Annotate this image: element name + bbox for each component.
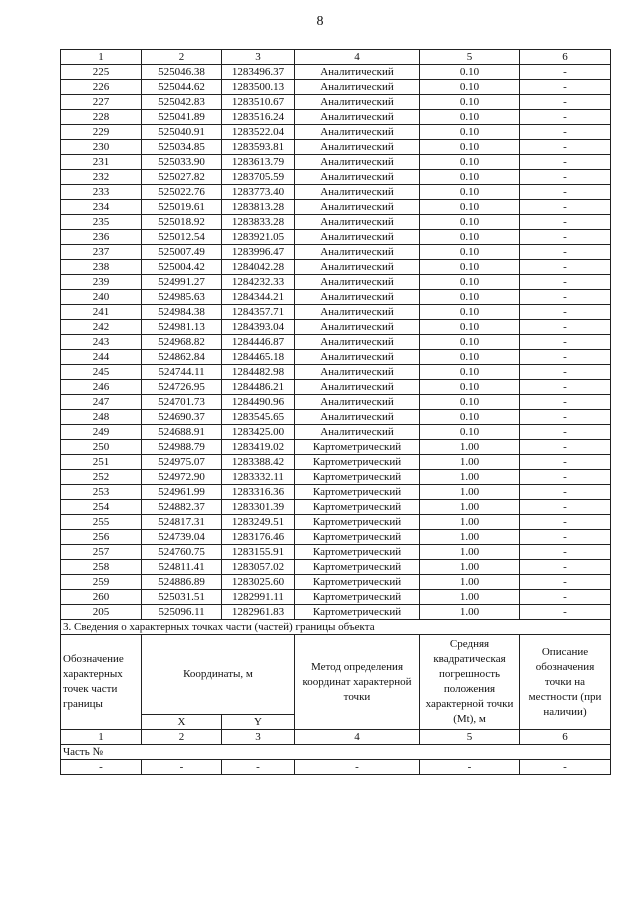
coord-y: 1283833.28: [222, 215, 295, 230]
point-number: 249: [61, 425, 142, 440]
coord-y: 1284486.21: [222, 380, 295, 395]
coord-x: 524984.38: [142, 305, 222, 320]
table-row: [61, 410, 611, 425]
point-number: 236: [61, 230, 142, 245]
accuracy: 1.00: [420, 455, 520, 470]
description: -: [520, 515, 611, 530]
coord-x: 524961.99: [142, 485, 222, 500]
point-number: 227: [61, 95, 142, 110]
coord-x: 524690.37: [142, 410, 222, 425]
method: Аналитический: [295, 395, 420, 410]
description: -: [520, 320, 611, 335]
description: -: [520, 185, 611, 200]
description: -: [520, 455, 611, 470]
description: -: [520, 170, 611, 185]
header-y: Y: [222, 715, 295, 730]
accuracy: 0.10: [420, 425, 520, 440]
method: Картометрический: [295, 485, 420, 500]
column-number: 1: [61, 50, 142, 65]
table-row: [61, 200, 611, 215]
description: -: [520, 155, 611, 170]
coord-x: 524968.82: [142, 335, 222, 350]
method: Аналитический: [295, 245, 420, 260]
accuracy: 0.10: [420, 380, 520, 395]
accuracy: 1.00: [420, 485, 520, 500]
point-number: 229: [61, 125, 142, 140]
description: -: [520, 290, 611, 305]
point-number: 250: [61, 440, 142, 455]
coord-x: 525042.83: [142, 95, 222, 110]
column-number: 4: [295, 730, 420, 745]
coord-x: 524701.73: [142, 395, 222, 410]
accuracy: 0.10: [420, 365, 520, 380]
accuracy: 0.10: [420, 185, 520, 200]
point-number: 233: [61, 185, 142, 200]
accuracy: 0.10: [420, 335, 520, 350]
method: Картометрический: [295, 545, 420, 560]
table-row: [61, 110, 611, 125]
table-row: [61, 185, 611, 200]
coord-x: 525033.90: [142, 155, 222, 170]
table-row: [61, 365, 611, 380]
empty-cell: -: [295, 760, 420, 775]
coord-y: 1284482.98: [222, 365, 295, 380]
coord-x: 524688.91: [142, 425, 222, 440]
point-number: 244: [61, 350, 142, 365]
description: -: [520, 470, 611, 485]
method: Аналитический: [295, 230, 420, 245]
coord-x: 525031.51: [142, 590, 222, 605]
accuracy: 1.00: [420, 545, 520, 560]
coord-x: 525027.82: [142, 170, 222, 185]
accuracy: 1.00: [420, 575, 520, 590]
method: Аналитический: [295, 65, 420, 80]
point-number: 226: [61, 80, 142, 95]
header-method: Метод определения координат характерной точки: [295, 635, 420, 730]
coord-y: 1283516.24: [222, 110, 295, 125]
table-row: [61, 545, 611, 560]
coord-y: 1283155.91: [222, 545, 295, 560]
table-row: [61, 125, 611, 140]
accuracy: 0.10: [420, 350, 520, 365]
description: -: [520, 560, 611, 575]
accuracy: 0.10: [420, 410, 520, 425]
coord-x: 524817.31: [142, 515, 222, 530]
table-row: [61, 260, 611, 275]
description: -: [520, 335, 611, 350]
section-3-title-row: [61, 620, 611, 635]
description: -: [520, 80, 611, 95]
column-number: 5: [420, 50, 520, 65]
coord-x: 524739.04: [142, 530, 222, 545]
accuracy: 1.00: [420, 530, 520, 545]
point-number: 239: [61, 275, 142, 290]
coord-x: 524985.63: [142, 290, 222, 305]
coord-y: 1284042.28: [222, 260, 295, 275]
method: Аналитический: [295, 185, 420, 200]
description: -: [520, 425, 611, 440]
point-number: 232: [61, 170, 142, 185]
table-row: [61, 560, 611, 575]
accuracy: 1.00: [420, 500, 520, 515]
method: Аналитический: [295, 335, 420, 350]
description: -: [520, 605, 611, 620]
table-row: [61, 140, 611, 155]
table-row: [61, 215, 611, 230]
method: Аналитический: [295, 170, 420, 185]
description: -: [520, 305, 611, 320]
empty-cell: -: [142, 760, 222, 775]
point-number: 251: [61, 455, 142, 470]
header-points: Обозначение характерных точек части границы: [61, 635, 142, 730]
accuracy: 0.10: [420, 140, 520, 155]
point-number: 255: [61, 515, 142, 530]
point-number: 246: [61, 380, 142, 395]
accuracy: 0.10: [420, 200, 520, 215]
point-number: 260: [61, 590, 142, 605]
column-number: 3: [222, 730, 295, 745]
header-x: X: [142, 715, 222, 730]
coord-y: 1284465.18: [222, 350, 295, 365]
method: Картометрический: [295, 500, 420, 515]
point-number: 257: [61, 545, 142, 560]
point-number: 241: [61, 305, 142, 320]
page-number: 8: [316, 14, 324, 29]
column-number: 2: [142, 730, 222, 745]
coord-y: 1283388.42: [222, 455, 295, 470]
method: Аналитический: [295, 290, 420, 305]
coord-x: 524882.37: [142, 500, 222, 515]
method: Картометрический: [295, 560, 420, 575]
coord-y: 1283249.51: [222, 515, 295, 530]
point-number: 248: [61, 410, 142, 425]
coord-y: 1283425.00: [222, 425, 295, 440]
coord-x: 524972.90: [142, 470, 222, 485]
method: Картометрический: [295, 470, 420, 485]
coord-y: 1283176.46: [222, 530, 295, 545]
description: -: [520, 545, 611, 560]
column-number: 6: [520, 730, 611, 745]
method: Аналитический: [295, 320, 420, 335]
description: -: [520, 575, 611, 590]
table-row: [61, 80, 611, 95]
coord-y: 1283500.13: [222, 80, 295, 95]
description: -: [520, 530, 611, 545]
accuracy: 0.10: [420, 245, 520, 260]
method: Аналитический: [295, 200, 420, 215]
coord-y: 1283996.47: [222, 245, 295, 260]
empty-cell: -: [520, 760, 611, 775]
method: Картометрический: [295, 455, 420, 470]
method: Аналитический: [295, 215, 420, 230]
column-number: 4: [295, 50, 420, 65]
coord-x: 524744.11: [142, 365, 222, 380]
table-row: [61, 230, 611, 245]
description: -: [520, 440, 611, 455]
coord-x: 525012.54: [142, 230, 222, 245]
accuracy: 1.00: [420, 470, 520, 485]
coord-y: 1282991.11: [222, 590, 295, 605]
point-number: 247: [61, 395, 142, 410]
point-number: 256: [61, 530, 142, 545]
empty-row: [61, 760, 611, 775]
accuracy: 0.10: [420, 110, 520, 125]
column-number: 3: [222, 50, 295, 65]
coord-x: 524726.95: [142, 380, 222, 395]
coord-y: 1283301.39: [222, 500, 295, 515]
method: Аналитический: [295, 425, 420, 440]
description: -: [520, 110, 611, 125]
description: -: [520, 140, 611, 155]
table-row: [61, 515, 611, 530]
method: Картометрический: [295, 530, 420, 545]
accuracy: 1.00: [420, 605, 520, 620]
table-row: [61, 335, 611, 350]
point-number: 245: [61, 365, 142, 380]
accuracy: 1.00: [420, 590, 520, 605]
description: -: [520, 275, 611, 290]
coord-y: 1283593.81: [222, 140, 295, 155]
section-3-column-number-row: [61, 730, 611, 745]
part-number-row: [61, 745, 611, 760]
coord-x: 524862.84: [142, 350, 222, 365]
method: Картометрический: [295, 605, 420, 620]
point-number: 205: [61, 605, 142, 620]
table-row: [61, 350, 611, 365]
point-number: 242: [61, 320, 142, 335]
accuracy: 1.00: [420, 515, 520, 530]
method: Картометрический: [295, 515, 420, 530]
table-row: [61, 95, 611, 110]
description: -: [520, 245, 611, 260]
description: -: [520, 65, 611, 80]
coord-y: 1283921.05: [222, 230, 295, 245]
table-row: [61, 65, 611, 80]
coord-x: 524988.79: [142, 440, 222, 455]
coord-x: 525018.92: [142, 215, 222, 230]
table-row: [61, 305, 611, 320]
coord-y: 1283332.11: [222, 470, 295, 485]
point-number: 252: [61, 470, 142, 485]
coord-y: 1283705.59: [222, 170, 295, 185]
coord-x: 524760.75: [142, 545, 222, 560]
coord-x: 525019.61: [142, 200, 222, 215]
point-number: 240: [61, 290, 142, 305]
point-number: 243: [61, 335, 142, 350]
point-number: 231: [61, 155, 142, 170]
accuracy: 0.10: [420, 395, 520, 410]
point-number: 254: [61, 500, 142, 515]
method: Картометрический: [295, 440, 420, 455]
table-row: [61, 290, 611, 305]
description: -: [520, 230, 611, 245]
coord-y: 1283510.67: [222, 95, 295, 110]
accuracy: 0.10: [420, 155, 520, 170]
coord-x: 525096.11: [142, 605, 222, 620]
accuracy: 0.10: [420, 80, 520, 95]
coord-y: 1283773.40: [222, 185, 295, 200]
coord-y: 1284232.33: [222, 275, 295, 290]
coord-x: 525004.42: [142, 260, 222, 275]
description: -: [520, 260, 611, 275]
coord-x: 524811.41: [142, 560, 222, 575]
method: Аналитический: [295, 155, 420, 170]
point-number: 253: [61, 485, 142, 500]
coord-y: 1283522.04: [222, 125, 295, 140]
accuracy: 0.10: [420, 65, 520, 80]
accuracy: 0.10: [420, 170, 520, 185]
accuracy: 0.10: [420, 95, 520, 110]
description: -: [520, 485, 611, 500]
point-number: 259: [61, 575, 142, 590]
coord-x: 525034.85: [142, 140, 222, 155]
coord-y: 1282961.83: [222, 605, 295, 620]
coord-y: 1283316.36: [222, 485, 295, 500]
coord-y: 1284393.04: [222, 320, 295, 335]
method: Аналитический: [295, 140, 420, 155]
description: -: [520, 500, 611, 515]
accuracy: 0.10: [420, 320, 520, 335]
description: -: [520, 365, 611, 380]
table-row: [61, 485, 611, 500]
table-row: [61, 470, 611, 485]
accuracy: 0.10: [420, 275, 520, 290]
table-row: [61, 575, 611, 590]
coord-y: 1284344.21: [222, 290, 295, 305]
table-row: [61, 320, 611, 335]
method: Аналитический: [295, 350, 420, 365]
coord-y: 1283545.65: [222, 410, 295, 425]
coord-y: 1284490.96: [222, 395, 295, 410]
empty-cell: -: [222, 760, 295, 775]
coord-x: 524886.89: [142, 575, 222, 590]
point-number: 235: [61, 215, 142, 230]
column-number-row: [61, 50, 611, 65]
header-accuracy: Средняя квадратическая погрешность положения характерной точки (Mt), м: [420, 635, 520, 730]
point-number: 230: [61, 140, 142, 155]
table-row: [61, 395, 611, 410]
coord-y: 1284357.71: [222, 305, 295, 320]
column-number: 5: [420, 730, 520, 745]
method: Аналитический: [295, 275, 420, 290]
boundary-points-table: [60, 49, 611, 775]
column-number: 1: [61, 730, 142, 745]
accuracy: 0.10: [420, 260, 520, 275]
table-row: [61, 530, 611, 545]
description: -: [520, 200, 611, 215]
coord-x: 525046.38: [142, 65, 222, 80]
table-row: [61, 245, 611, 260]
description: -: [520, 395, 611, 410]
table-row: [61, 155, 611, 170]
method: Аналитический: [295, 110, 420, 125]
table-row: [61, 380, 611, 395]
point-number: 237: [61, 245, 142, 260]
table-row: [61, 500, 611, 515]
method: Картометрический: [295, 575, 420, 590]
coord-y: 1284446.87: [222, 335, 295, 350]
table-row: [61, 425, 611, 440]
table-row: [61, 455, 611, 470]
description: -: [520, 125, 611, 140]
description: -: [520, 410, 611, 425]
header-description: Описание обозначения точки на местности (при наличии): [520, 635, 611, 730]
table-row: [61, 170, 611, 185]
coord-x: 525040.91: [142, 125, 222, 140]
coord-x: 525007.49: [142, 245, 222, 260]
table-row: [61, 590, 611, 605]
accuracy: 1.00: [420, 560, 520, 575]
method: Аналитический: [295, 305, 420, 320]
method: Картометрический: [295, 590, 420, 605]
empty-cell: -: [61, 760, 142, 775]
method: Аналитический: [295, 260, 420, 275]
description: -: [520, 590, 611, 605]
column-number: 6: [520, 50, 611, 65]
coord-y: 1283025.60: [222, 575, 295, 590]
table-row: [61, 605, 611, 620]
empty-cell: -: [420, 760, 520, 775]
accuracy: 0.10: [420, 305, 520, 320]
coord-y: 1283613.79: [222, 155, 295, 170]
header-coordinates: Координаты, м: [142, 635, 295, 715]
section-3-header-row: [61, 635, 611, 715]
table-row: [61, 275, 611, 290]
coord-x: 524991.27: [142, 275, 222, 290]
point-number: 258: [61, 560, 142, 575]
table-row: [61, 440, 611, 455]
coord-x: 525022.76: [142, 185, 222, 200]
accuracy: 0.10: [420, 125, 520, 140]
coord-x: 525041.89: [142, 110, 222, 125]
description: -: [520, 215, 611, 230]
description: -: [520, 350, 611, 365]
accuracy: 1.00: [420, 440, 520, 455]
method: Аналитический: [295, 95, 420, 110]
point-number: 228: [61, 110, 142, 125]
accuracy: 0.10: [420, 215, 520, 230]
coord-y: 1283496.37: [222, 65, 295, 80]
description: -: [520, 95, 611, 110]
description: -: [520, 380, 611, 395]
coord-y: 1283813.28: [222, 200, 295, 215]
method: Аналитический: [295, 80, 420, 95]
method: Аналитический: [295, 125, 420, 140]
accuracy: 0.10: [420, 230, 520, 245]
part-number-label: Часть №: [61, 745, 611, 760]
method: Аналитический: [295, 365, 420, 380]
column-number: 2: [142, 50, 222, 65]
coord-x: 525044.62: [142, 80, 222, 95]
coord-x: 524981.13: [142, 320, 222, 335]
point-number: 225: [61, 65, 142, 80]
coord-y: 1283419.02: [222, 440, 295, 455]
point-number: 234: [61, 200, 142, 215]
accuracy: 0.10: [420, 290, 520, 305]
method: Аналитический: [295, 380, 420, 395]
section-3-title: 3. Сведения о характерных точках части (частей) границы объекта: [61, 620, 611, 635]
coord-y: 1283057.02: [222, 560, 295, 575]
coord-x: 524975.07: [142, 455, 222, 470]
point-number: 238: [61, 260, 142, 275]
method: Аналитический: [295, 410, 420, 425]
